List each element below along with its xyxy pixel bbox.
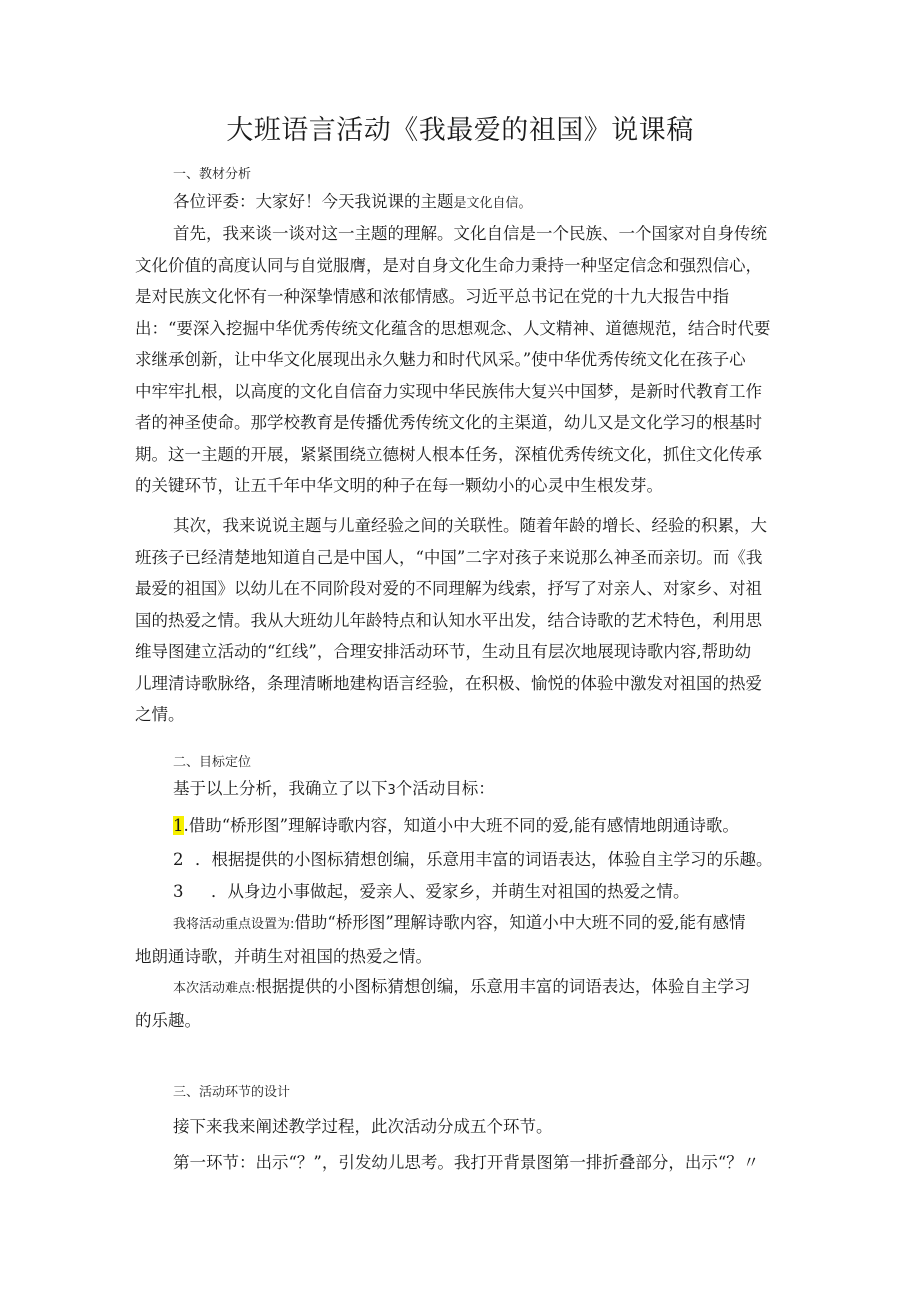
greeting-topic: 是文化自信。 [453, 196, 532, 211]
goal-3 [173, 878, 690, 902]
greeting-line [135, 186, 787, 220]
key-points-line-1 [135, 907, 787, 941]
paragraph-1-line-7: 者的神圣使命。那学校教育是传播优秀传统文化的主渠道，幼儿又是文化学习的根基时 [135, 413, 762, 432]
goal-2-text: ．根据提供的小图标猜想创编，乐意用丰富的词语表达，体验自主学习的乐趣。 [195, 850, 773, 869]
paragraph-1-line-5: 求继承创新，让中华文化展现出永久魅力和时代风采。”使中华优秀传统文化在孩子心 [135, 350, 746, 369]
greeting-paragraph [135, 186, 787, 220]
goal-2-number: 2 [173, 850, 184, 869]
goals-intro-suffix: 个活动目标： [395, 779, 495, 798]
difficulty-line-1 [135, 971, 787, 1005]
key-points-label: 我将活动重点设置为: [173, 917, 295, 932]
section-3-line-2: 第一环节：出示“？”，引发幼儿思考。我打开背景图第一排折叠部分，出示“？〃 [173, 1152, 760, 1172]
paragraph-1-line-9: 的关键环节，让五千年中华文明的种子在每一颗幼小的心灵中生根发芽。 [135, 476, 663, 495]
paragraph-1-line-6: 中牢牢扎根，以高度的文化自信奋力实现中华民族伟大复兴中国梦，是新时代教育工作 [135, 381, 762, 401]
paragraph-2-line-7: 之情。 [135, 705, 185, 724]
difficulty-paragraph [135, 971, 787, 1036]
paragraph-2-line-1: 其次，我来说说主题与儿童经验之间的关联性。随着年龄的增长、经验的积累，大 [173, 516, 767, 535]
paragraph-2-line-2: 班孩子已经清楚地知道自己是中国人，“中国”二字对孩子来说那么神圣而亲切。而《我 [135, 547, 763, 567]
section-3-line-1: 接下来我来阐述教学过程，此次活动分成五个环节。 [173, 1117, 553, 1136]
difficulty-label: 本次活动难点: [173, 981, 256, 996]
goals-intro [135, 773, 787, 807]
goals-intro-line [135, 773, 787, 807]
goals-intro-prefix: 基于以上分析，我确立了以下 [173, 779, 388, 798]
paragraph-1-line-4: 出：“要深入挖掘中华优秀传统文化蕴含的思想观念、人文精神、道德规范，结合时代要 [135, 318, 771, 338]
difficulty-text-1: 根据提供的小图标猜想创编，乐意用丰富的词语表达，体验自主学习 [255, 977, 751, 996]
section-3-heading: 三、活动环节的设计 [173, 1085, 291, 1100]
key-points-line-2: 地朗通诗歌，并萌生对祖国的热爱之情。 [135, 946, 432, 966]
section-3-paragraph [135, 1111, 787, 1178]
goal-1-number: 1 [173, 816, 184, 835]
goal-1 [173, 812, 739, 836]
goals-intro-num: 3 [387, 783, 396, 798]
goal-1-text: .借助“桥形图”理解诗歌内容，知道小中大班不同的爱,能有感情地朗通诗歌。 [183, 816, 739, 835]
paragraph-1-line-3: 是对民族文化怀有一种深挚情感和浓郁情感。习近平总书记在党的十九大报告中指 [135, 287, 729, 306]
greeting-text: 各位评委：大家好！今天我说课的主题 [173, 192, 454, 211]
paragraph-2-line-5: 维导图建立活动的“红线”，合理安排活动环节，生动且有层次地展现诗歌内容,帮助幼 [135, 642, 752, 661]
paragraph-2-line-4: 国的热爱之情。我从大班幼儿年龄特点和认知水平出发，结合诗歌的艺术特色，利用思 [135, 610, 762, 630]
goal-2 [173, 846, 773, 870]
goal-3-number: 3 [173, 882, 184, 901]
difficulty-line-2: 的乐趣。 [135, 1010, 201, 1030]
section-1-heading: 一、教材分析 [173, 167, 252, 182]
paragraph-1-line-2: 文化价值的高度认同与自觉服膺，是对自身文化生命力秉持一种坚定信念和强烈信心， [135, 255, 762, 275]
section-2-heading: 二、目标定位 [173, 755, 252, 770]
paragraph-2-line-3: 最爱的祖国》以幼儿在不同阶段对爱的不同理解为线索，抒写了对亲人、对家乡、对祖 [135, 579, 762, 598]
key-points-text-1: 借助“桥形图”理解诗歌内容，知道小中大班不同的爱,能有感情 [294, 913, 746, 932]
paragraph-2-line-6: 儿理清诗歌脉络，条理清晰地建构语言经验，在积极、愉悦的体验中激发对祖国的热爱 [135, 673, 762, 693]
paragraph-1-line-8: 期。这一主题的开展，紧紧围绕立德树人根本任务，深植优秀传统文化，抓住文化传承 [135, 444, 762, 464]
section-1-paragraph-1 [135, 218, 787, 502]
document-title: 大班语言活动《我最爱的祖国》说课稿 [226, 115, 694, 146]
goal-3-text: ．从身边小事做起，爱亲人、爱家乡，并萌生对祖国的热爱之情。 [211, 882, 690, 901]
section-1-paragraph-2 [135, 510, 787, 731]
key-points-paragraph [135, 907, 787, 972]
paragraph-1-line-1: 首先，我来谈一谈对这一主题的理解。文化自信是一个民族、一个国家对自身传统 [173, 224, 767, 243]
